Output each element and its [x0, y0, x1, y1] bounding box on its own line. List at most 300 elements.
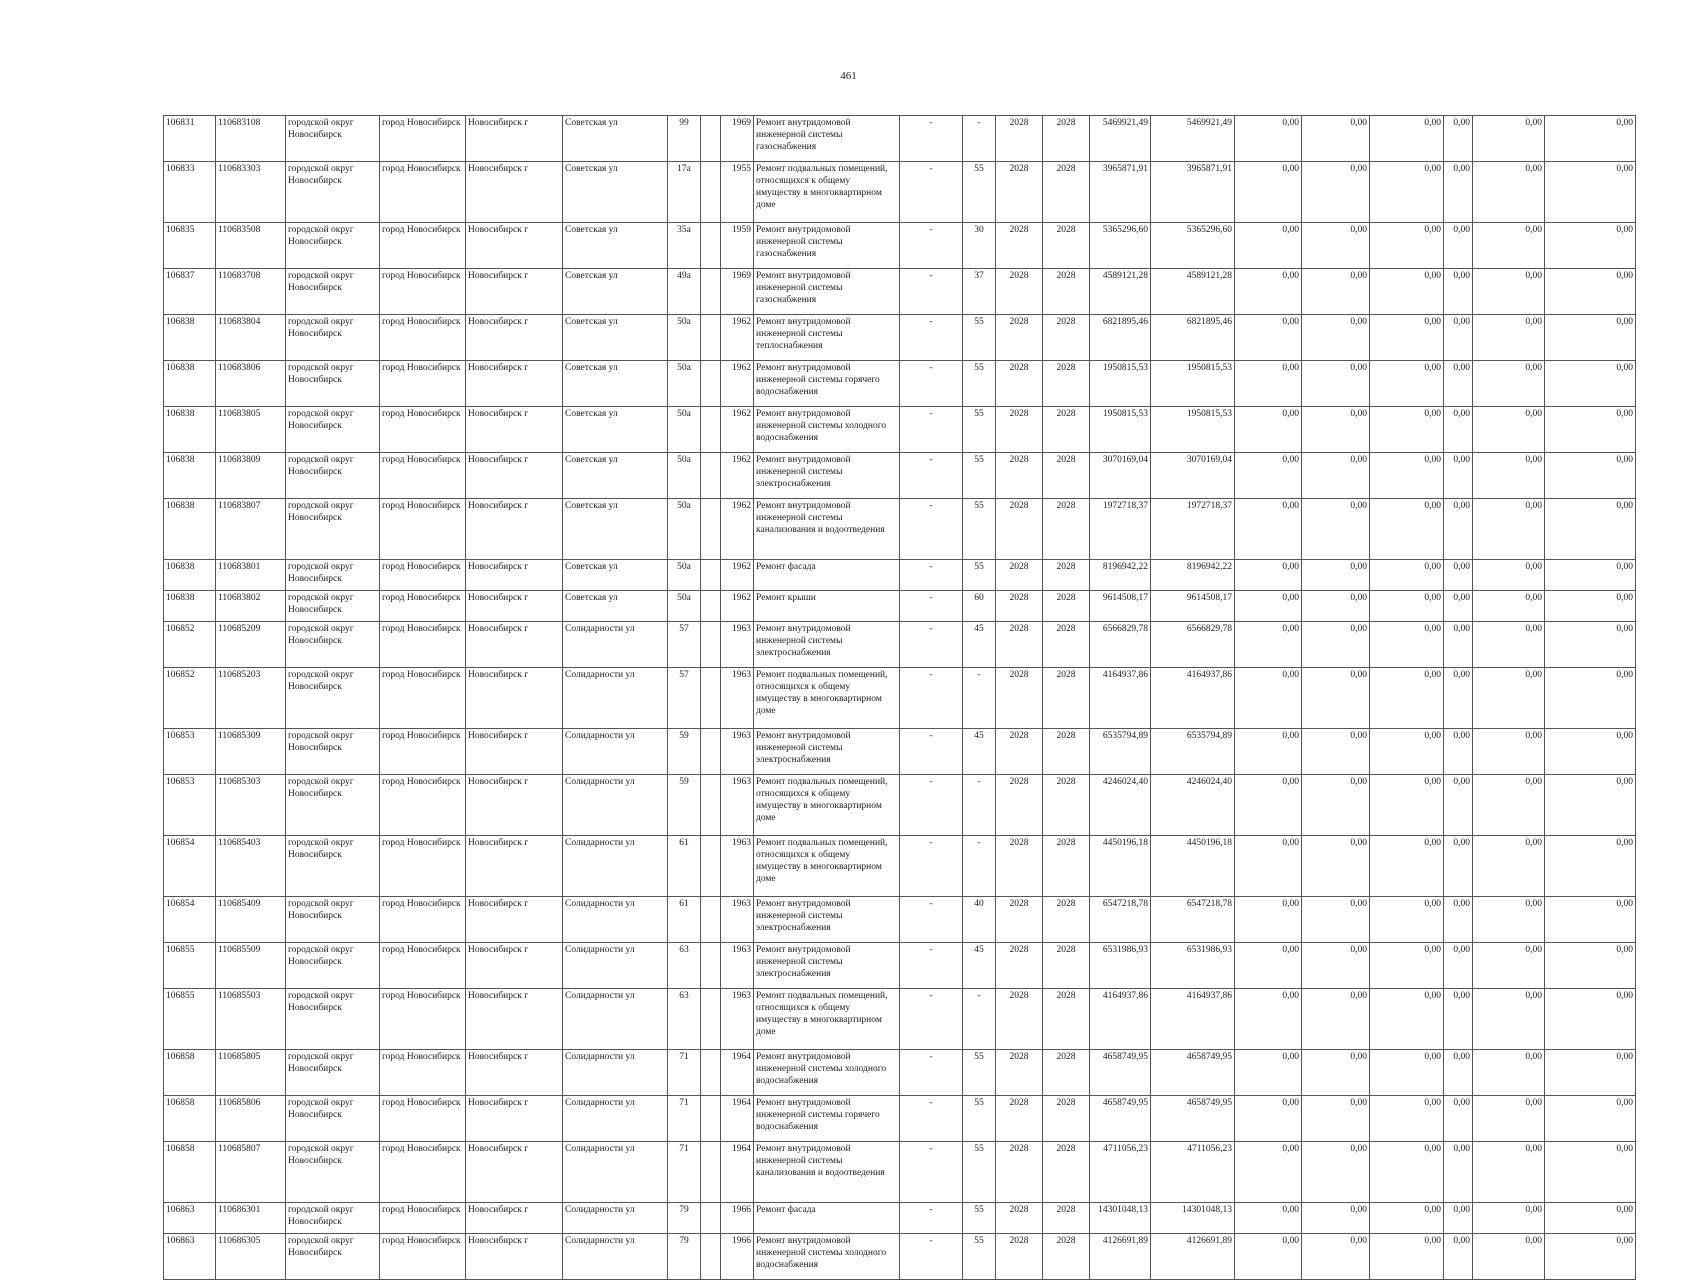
cell-plan-year-start: 2028: [996, 775, 1043, 836]
cell-value-b: 55: [963, 1234, 996, 1280]
cell-cost-b: 0,00: [1302, 269, 1370, 315]
cell-cost-d: 0,00: [1444, 499, 1473, 560]
cell-cost-a: 0,00: [1235, 1096, 1302, 1142]
cell-locality: Новосибирск г: [466, 897, 563, 943]
cell-cost-fund: 3070169,04: [1151, 453, 1235, 499]
cell-value-a: -: [900, 1203, 963, 1234]
cell-value-b: 30: [963, 223, 996, 269]
cell-cost-a: 0,00: [1235, 775, 1302, 836]
cell-street: Солидарности ул: [563, 668, 668, 729]
cell-plan-year-end: 2028: [1043, 269, 1090, 315]
cell-cost-d: 0,00: [1444, 668, 1473, 729]
cell-house-id: 106855: [164, 989, 216, 1050]
cell-plan-year-end: 2028: [1043, 407, 1090, 453]
cell-plan-year-start: 2028: [996, 407, 1043, 453]
cell-cost-f: 0,00: [1545, 407, 1636, 453]
cell-cost-total: 14301048,13: [1090, 1203, 1151, 1234]
cell-plan-year-end: 2028: [1043, 591, 1090, 622]
cell-cost-a: 0,00: [1235, 499, 1302, 560]
cell-work-id: 110685203: [216, 668, 286, 729]
cell-value-b: 40: [963, 897, 996, 943]
table-row: [164, 453, 1636, 499]
cell-work-type: Ремонт внутридомовой инженерной системы электроснабжения: [754, 943, 900, 989]
cell-plan-year-start: 2028: [996, 269, 1043, 315]
table-row: [164, 560, 1636, 591]
table-row: [164, 269, 1636, 315]
cell-work-id: 110683508: [216, 223, 286, 269]
table-row: [164, 223, 1636, 269]
cell-value-b: 55: [963, 499, 996, 560]
cell-build-year: 1966: [721, 1203, 754, 1234]
cell-cost-e: 0,00: [1473, 1050, 1545, 1096]
cell-work-type: Ремонт подвальных помещений, относящихся к общему имуществу в многоквартирном доме: [754, 836, 900, 897]
cell-locality: Новосибирск г: [466, 407, 563, 453]
cell-cost-c: 0,00: [1370, 622, 1444, 668]
cell-cost-d: 0,00: [1444, 162, 1473, 223]
cell-cost-fund: 4164937,86: [1151, 668, 1235, 729]
cell-municipality: город Новосибирск: [380, 223, 466, 269]
cell-work-type: Ремонт крыши: [754, 591, 900, 622]
cell-house-number: 35а: [668, 223, 701, 269]
cell-cost-b: 0,00: [1302, 407, 1370, 453]
cell-value-a: -: [900, 162, 963, 223]
cell-house-number: 61: [668, 897, 701, 943]
cell-plan-year-start: 2028: [996, 1234, 1043, 1280]
cell-plan-year-end: 2028: [1043, 668, 1090, 729]
cell-plan-year-end: 2028: [1043, 622, 1090, 668]
cell-locality: Новосибирск г: [466, 223, 563, 269]
cell-work-id: 110683802: [216, 591, 286, 622]
cell-plan-year-end: 2028: [1043, 1096, 1090, 1142]
cell-build-year: 1962: [721, 560, 754, 591]
cell-locality: Новосибирск г: [466, 1203, 563, 1234]
cell-municipality: город Новосибирск: [380, 269, 466, 315]
cell-building: [701, 499, 721, 560]
cell-cost-c: 0,00: [1370, 223, 1444, 269]
cell-cost-fund: 4711056,23: [1151, 1142, 1235, 1203]
cell-cost-b: 0,00: [1302, 1234, 1370, 1280]
cell-cost-e: 0,00: [1473, 223, 1545, 269]
cell-municipality: город Новосибирск: [380, 591, 466, 622]
cell-house-number: 17а: [668, 162, 701, 223]
cell-cost-a: 0,00: [1235, 1142, 1302, 1203]
cell-house-number: 71: [668, 1142, 701, 1203]
cell-building: [701, 668, 721, 729]
cell-municipality: город Новосибирск: [380, 775, 466, 836]
cell-cost-d: 0,00: [1444, 622, 1473, 668]
cell-work-id: 110685209: [216, 622, 286, 668]
cell-street: Солидарности ул: [563, 836, 668, 897]
cell-value-a: -: [900, 591, 963, 622]
cell-cost-d: 0,00: [1444, 453, 1473, 499]
cell-cost-a: 0,00: [1235, 162, 1302, 223]
cell-cost-b: 0,00: [1302, 116, 1370, 162]
cell-cost-f: 0,00: [1545, 1096, 1636, 1142]
cell-value-a: -: [900, 453, 963, 499]
cell-municipal-district: городской округ Новосибирск: [286, 1096, 380, 1142]
cell-cost-c: 0,00: [1370, 729, 1444, 775]
cell-plan-year-end: 2028: [1043, 943, 1090, 989]
cell-municipal-district: городской округ Новосибирск: [286, 499, 380, 560]
cell-building: [701, 1234, 721, 1280]
cell-municipal-district: городской округ Новосибирск: [286, 1142, 380, 1203]
cell-building: [701, 775, 721, 836]
cell-work-id: 110683806: [216, 361, 286, 407]
cell-work-id: 110685409: [216, 897, 286, 943]
cell-municipal-district: городской округ Новосибирск: [286, 116, 380, 162]
cell-street: Советская ул: [563, 453, 668, 499]
table-row: [164, 729, 1636, 775]
cell-cost-d: 0,00: [1444, 1234, 1473, 1280]
cell-cost-a: 0,00: [1235, 560, 1302, 591]
cell-plan-year-end: 2028: [1043, 989, 1090, 1050]
cell-work-id: 110683708: [216, 269, 286, 315]
table-row: [164, 622, 1636, 668]
cell-house-id: 106831: [164, 116, 216, 162]
cell-build-year: 1963: [721, 943, 754, 989]
cell-cost-d: 0,00: [1444, 729, 1473, 775]
cell-cost-c: 0,00: [1370, 116, 1444, 162]
cell-cost-total: 4589121,28: [1090, 269, 1151, 315]
cell-locality: Новосибирск г: [466, 162, 563, 223]
cell-locality: Новосибирск г: [466, 836, 563, 897]
cell-value-b: 55: [963, 361, 996, 407]
cell-cost-d: 0,00: [1444, 775, 1473, 836]
cell-locality: Новосибирск г: [466, 499, 563, 560]
cell-building: [701, 407, 721, 453]
cell-building: [701, 223, 721, 269]
cell-cost-a: 0,00: [1235, 1234, 1302, 1280]
cell-building: [701, 989, 721, 1050]
cell-municipality: город Новосибирск: [380, 622, 466, 668]
cell-plan-year-start: 2028: [996, 622, 1043, 668]
cell-build-year: 1962: [721, 453, 754, 499]
cell-house-number: 99: [668, 116, 701, 162]
cell-plan-year-start: 2028: [996, 499, 1043, 560]
cell-building: [701, 622, 721, 668]
cell-cost-f: 0,00: [1545, 622, 1636, 668]
cell-cost-c: 0,00: [1370, 775, 1444, 836]
cell-house-id: 106838: [164, 499, 216, 560]
cell-house-number: 49а: [668, 269, 701, 315]
cell-cost-e: 0,00: [1473, 668, 1545, 729]
cell-value-b: 55: [963, 1142, 996, 1203]
cell-plan-year-end: 2028: [1043, 729, 1090, 775]
cell-build-year: 1962: [721, 499, 754, 560]
cell-cost-b: 0,00: [1302, 729, 1370, 775]
cell-cost-c: 0,00: [1370, 943, 1444, 989]
cell-municipality: город Новосибирск: [380, 116, 466, 162]
cell-municipal-district: городской округ Новосибирск: [286, 162, 380, 223]
cell-cost-fund: 6535794,89: [1151, 729, 1235, 775]
cell-municipal-district: городской округ Новосибирск: [286, 775, 380, 836]
cell-cost-fund: 5365296,60: [1151, 223, 1235, 269]
cell-house-number: 50а: [668, 499, 701, 560]
cell-cost-a: 0,00: [1235, 622, 1302, 668]
cell-build-year: 1963: [721, 622, 754, 668]
cell-building: [701, 729, 721, 775]
cell-cost-b: 0,00: [1302, 223, 1370, 269]
cell-municipality: город Новосибирск: [380, 162, 466, 223]
cell-municipal-district: городской округ Новосибирск: [286, 315, 380, 361]
cell-work-type: Ремонт фасада: [754, 1203, 900, 1234]
cell-cost-f: 0,00: [1545, 1203, 1636, 1234]
cell-plan-year-start: 2028: [996, 943, 1043, 989]
cell-building: [701, 1050, 721, 1096]
cell-plan-year-start: 2028: [996, 836, 1043, 897]
cell-build-year: 1966: [721, 1234, 754, 1280]
cell-plan-year-end: 2028: [1043, 361, 1090, 407]
cell-cost-f: 0,00: [1545, 1142, 1636, 1203]
cell-locality: Новосибирск г: [466, 668, 563, 729]
cell-cost-e: 0,00: [1473, 499, 1545, 560]
cell-value-a: -: [900, 668, 963, 729]
cell-cost-f: 0,00: [1545, 315, 1636, 361]
cell-municipal-district: городской округ Новосибирск: [286, 943, 380, 989]
cell-cost-a: 0,00: [1235, 269, 1302, 315]
cell-street: Солидарности ул: [563, 622, 668, 668]
cell-cost-total: 4450196,18: [1090, 836, 1151, 897]
cell-municipality: город Новосибирск: [380, 668, 466, 729]
cell-municipality: город Новосибирск: [380, 1203, 466, 1234]
cell-street: Солидарности ул: [563, 1142, 668, 1203]
cell-cost-e: 0,00: [1473, 943, 1545, 989]
cell-street: Советская ул: [563, 223, 668, 269]
cell-work-id: 110686301: [216, 1203, 286, 1234]
cell-cost-fund: 6566829,78: [1151, 622, 1235, 668]
cell-value-b: -: [963, 989, 996, 1050]
cell-value-a: -: [900, 407, 963, 453]
cell-house-number: 50а: [668, 591, 701, 622]
cell-plan-year-end: 2028: [1043, 223, 1090, 269]
cell-plan-year-end: 2028: [1043, 1203, 1090, 1234]
cell-cost-a: 0,00: [1235, 729, 1302, 775]
cell-house-id: 106858: [164, 1142, 216, 1203]
cell-build-year: 1963: [721, 668, 754, 729]
cell-municipal-district: городской округ Новосибирск: [286, 897, 380, 943]
cell-house-number: 79: [668, 1234, 701, 1280]
cell-cost-d: 0,00: [1444, 1203, 1473, 1234]
cell-build-year: 1963: [721, 775, 754, 836]
cell-cost-b: 0,00: [1302, 897, 1370, 943]
cell-house-id: 106852: [164, 622, 216, 668]
cell-locality: Новосибирск г: [466, 943, 563, 989]
cell-cost-a: 0,00: [1235, 223, 1302, 269]
cell-value-b: 45: [963, 943, 996, 989]
cell-cost-fund: 4658749,95: [1151, 1096, 1235, 1142]
cell-cost-total: 3965871,91: [1090, 162, 1151, 223]
table-row: [164, 943, 1636, 989]
cell-plan-year-end: 2028: [1043, 116, 1090, 162]
cell-cost-e: 0,00: [1473, 897, 1545, 943]
cell-work-type: Ремонт внутридомовой инженерной системы холодного водоснабжения: [754, 407, 900, 453]
cell-build-year: 1969: [721, 116, 754, 162]
cell-building: [701, 116, 721, 162]
cell-cost-total: 6566829,78: [1090, 622, 1151, 668]
cell-build-year: 1962: [721, 361, 754, 407]
cell-value-a: -: [900, 315, 963, 361]
cell-cost-fund: 1950815,53: [1151, 361, 1235, 407]
cell-municipality: город Новосибирск: [380, 1142, 466, 1203]
table-row: [164, 668, 1636, 729]
cell-street: Солидарности ул: [563, 989, 668, 1050]
cell-value-b: 45: [963, 729, 996, 775]
table-row: [164, 1142, 1636, 1203]
cell-cost-fund: 1950815,53: [1151, 407, 1235, 453]
cell-plan-year-end: 2028: [1043, 836, 1090, 897]
cell-plan-year-start: 2028: [996, 1050, 1043, 1096]
cell-plan-year-end: 2028: [1043, 499, 1090, 560]
cell-house-id: 106852: [164, 668, 216, 729]
cell-locality: Новосибирск г: [466, 116, 563, 162]
cell-work-type: Ремонт внутридомовой инженерной системы канализования и водоотведения: [754, 499, 900, 560]
cell-cost-b: 0,00: [1302, 943, 1370, 989]
cell-house-id: 106853: [164, 729, 216, 775]
cell-value-b: -: [963, 116, 996, 162]
cell-plan-year-end: 2028: [1043, 1234, 1090, 1280]
cell-building: [701, 269, 721, 315]
cell-cost-d: 0,00: [1444, 897, 1473, 943]
cell-building: [701, 1142, 721, 1203]
cell-cost-c: 0,00: [1370, 836, 1444, 897]
cell-cost-total: 4246024,40: [1090, 775, 1151, 836]
cell-plan-year-start: 2028: [996, 453, 1043, 499]
cell-cost-f: 0,00: [1545, 591, 1636, 622]
cell-building: [701, 836, 721, 897]
cell-cost-b: 0,00: [1302, 499, 1370, 560]
cell-cost-e: 0,00: [1473, 407, 1545, 453]
cell-cost-total: 3070169,04: [1090, 453, 1151, 499]
cell-cost-d: 0,00: [1444, 315, 1473, 361]
cell-plan-year-start: 2028: [996, 1203, 1043, 1234]
cell-cost-c: 0,00: [1370, 1096, 1444, 1142]
cell-cost-b: 0,00: [1302, 775, 1370, 836]
cell-value-a: -: [900, 897, 963, 943]
cell-cost-fund: 8196942,22: [1151, 560, 1235, 591]
cell-municipal-district: городской округ Новосибирск: [286, 223, 380, 269]
cell-work-id: 110683809: [216, 453, 286, 499]
table-body: [164, 116, 1636, 1280]
cell-house-number: 50а: [668, 361, 701, 407]
cell-work-id: 110685806: [216, 1096, 286, 1142]
cell-value-a: -: [900, 269, 963, 315]
cell-cost-b: 0,00: [1302, 668, 1370, 729]
cell-street: Советская ул: [563, 315, 668, 361]
cell-municipal-district: городской округ Новосибирск: [286, 560, 380, 591]
cell-plan-year-end: 2028: [1043, 1142, 1090, 1203]
cell-cost-f: 0,00: [1545, 162, 1636, 223]
table-row: [164, 1096, 1636, 1142]
cell-cost-d: 0,00: [1444, 223, 1473, 269]
cell-cost-d: 0,00: [1444, 407, 1473, 453]
cell-work-type: Ремонт фасада: [754, 560, 900, 591]
cell-municipal-district: городской округ Новосибирск: [286, 1203, 380, 1234]
cell-house-number: 63: [668, 989, 701, 1050]
cell-locality: Новосибирск г: [466, 1096, 563, 1142]
cell-cost-d: 0,00: [1444, 943, 1473, 989]
cell-work-type: Ремонт внутридомовой инженерной системы горячего водоснабжения: [754, 361, 900, 407]
capital-repair-register-table: [163, 115, 1636, 1280]
cell-plan-year-end: 2028: [1043, 453, 1090, 499]
cell-cost-total: 6531986,93: [1090, 943, 1151, 989]
cell-cost-f: 0,00: [1545, 269, 1636, 315]
cell-house-number: 57: [668, 668, 701, 729]
cell-plan-year-start: 2028: [996, 223, 1043, 269]
cell-municipal-district: городской округ Новосибирск: [286, 622, 380, 668]
cell-plan-year-end: 2028: [1043, 897, 1090, 943]
cell-house-id: 106863: [164, 1234, 216, 1280]
cell-cost-e: 0,00: [1473, 1096, 1545, 1142]
table-row: [164, 836, 1636, 897]
cell-street: Солидарности ул: [563, 775, 668, 836]
cell-build-year: 1962: [721, 591, 754, 622]
cell-value-b: 55: [963, 560, 996, 591]
cell-house-id: 106863: [164, 1203, 216, 1234]
cell-municipality: город Новосибирск: [380, 836, 466, 897]
cell-value-b: 55: [963, 1096, 996, 1142]
table-row: [164, 591, 1636, 622]
cell-cost-a: 0,00: [1235, 361, 1302, 407]
cell-house-id: 106838: [164, 361, 216, 407]
cell-value-a: -: [900, 116, 963, 162]
cell-work-type: Ремонт внутридомовой инженерной системы горячего водоснабжения: [754, 1096, 900, 1142]
cell-cost-total: 9614508,17: [1090, 591, 1151, 622]
cell-cost-e: 0,00: [1473, 162, 1545, 223]
cell-street: Солидарности ул: [563, 943, 668, 989]
cell-locality: Новосибирск г: [466, 269, 563, 315]
cell-cost-fund: 9614508,17: [1151, 591, 1235, 622]
cell-cost-e: 0,00: [1473, 622, 1545, 668]
cell-house-id: 106855: [164, 943, 216, 989]
cell-building: [701, 1096, 721, 1142]
cell-cost-c: 0,00: [1370, 897, 1444, 943]
cell-building: [701, 315, 721, 361]
cell-cost-total: 1972718,37: [1090, 499, 1151, 560]
cell-work-id: 110685807: [216, 1142, 286, 1203]
cell-value-b: -: [963, 775, 996, 836]
cell-value-b: 55: [963, 315, 996, 361]
cell-locality: Новосибирск г: [466, 622, 563, 668]
cell-plan-year-start: 2028: [996, 668, 1043, 729]
cell-cost-b: 0,00: [1302, 560, 1370, 591]
cell-street: Советская ул: [563, 499, 668, 560]
cell-house-number: 50а: [668, 407, 701, 453]
cell-value-a: -: [900, 499, 963, 560]
page-number: 461: [840, 70, 857, 82]
cell-value-b: 37: [963, 269, 996, 315]
cell-work-type: Ремонт внутридомовой инженерной системы электроснабжения: [754, 897, 900, 943]
cell-cost-a: 0,00: [1235, 591, 1302, 622]
cell-house-id: 106858: [164, 1050, 216, 1096]
cell-cost-e: 0,00: [1473, 560, 1545, 591]
cell-plan-year-start: 2028: [996, 361, 1043, 407]
cell-locality: Новосибирск г: [466, 1050, 563, 1096]
cell-cost-fund: 4589121,28: [1151, 269, 1235, 315]
cell-locality: Новосибирск г: [466, 989, 563, 1050]
cell-house-id: 106838: [164, 560, 216, 591]
cell-cost-c: 0,00: [1370, 269, 1444, 315]
cell-municipal-district: городской округ Новосибирск: [286, 1234, 380, 1280]
cell-locality: Новосибирск г: [466, 560, 563, 591]
cell-cost-total: 1950815,53: [1090, 407, 1151, 453]
cell-cost-total: 6821895,46: [1090, 315, 1151, 361]
cell-cost-c: 0,00: [1370, 407, 1444, 453]
cell-street: Советская ул: [563, 407, 668, 453]
cell-street: Солидарности ул: [563, 1050, 668, 1096]
cell-cost-c: 0,00: [1370, 1142, 1444, 1203]
cell-cost-fund: 6547218,78: [1151, 897, 1235, 943]
cell-work-type: Ремонт внутридомовой инженерной системы газоснабжения: [754, 116, 900, 162]
